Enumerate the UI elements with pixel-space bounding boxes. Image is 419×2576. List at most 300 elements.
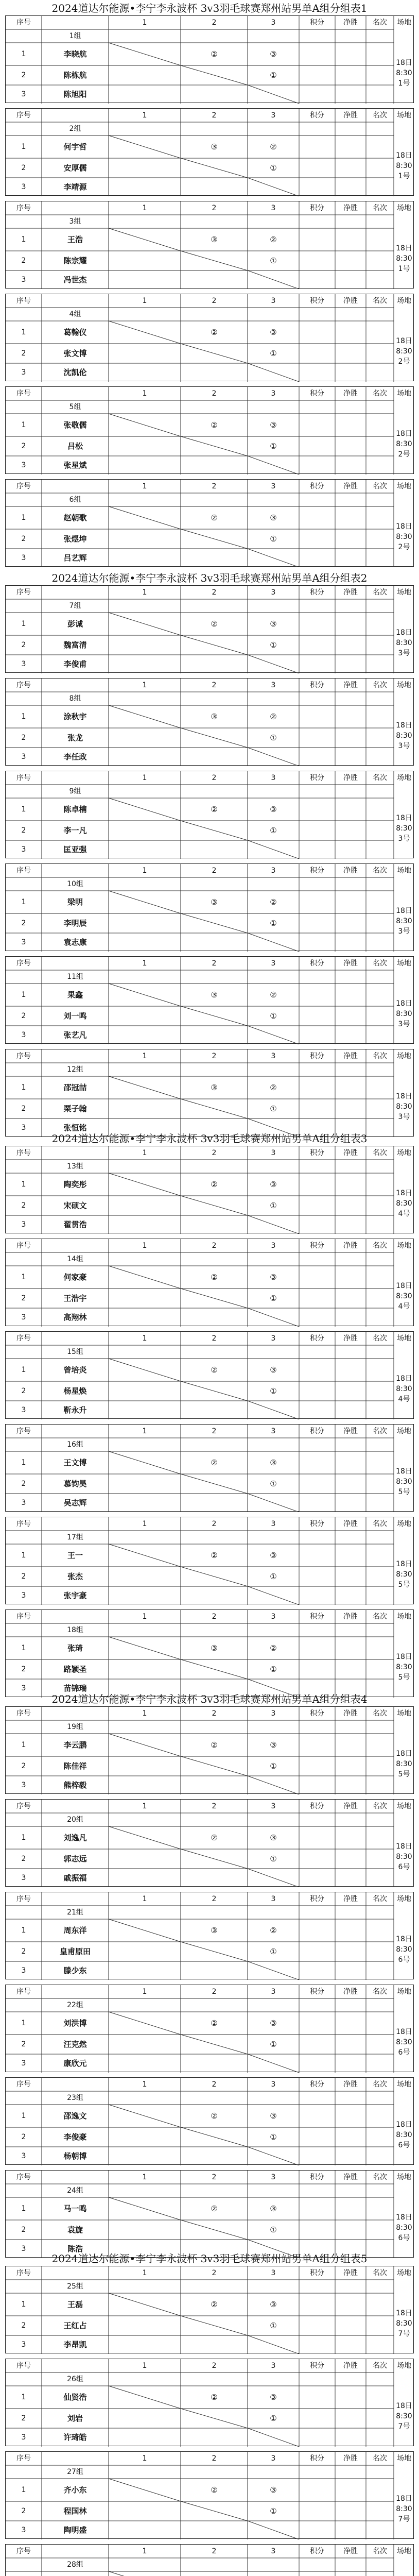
player-seq: 3 [21,753,26,761]
player-seq: 1 [21,328,26,336]
diagonal-line [109,1919,181,1942]
header-win: 净胜 [343,204,358,212]
match-date: 18日 [396,2402,412,2410]
diagonal-line [248,1215,299,1234]
match-order-mark: ① [270,1572,277,1581]
header-win: 净胜 [343,959,358,968]
group-label: 18组 [67,1626,83,1634]
court-number: 1号 [398,265,410,273]
player-name: 齐小东 [63,2485,87,2495]
header-rank: 名次 [373,959,387,968]
header-seq: 序号 [16,389,31,398]
diagonal-line [181,158,248,178]
venue-info [394,1076,414,1137]
player-name: 皇甫原田 [59,1947,91,1956]
player-seq: 1 [21,2019,26,2027]
player-seq: 1 [21,2300,26,2309]
header-rank: 名次 [373,389,387,398]
header-col-3: 3 [271,1052,276,1060]
group-label: 25组 [67,2282,83,2291]
header-win: 净胜 [343,2080,358,2089]
header-seq: 序号 [16,2269,31,2277]
header-points: 积分 [310,204,324,212]
player-seq: 1 [21,1644,26,1652]
court-number: 5号 [398,1581,410,1589]
header-win: 净胜 [343,2173,358,2181]
match-order-mark: ① [270,163,277,173]
player-name: 李俊豪 [63,2132,87,2142]
match-date: 18日 [396,1750,412,1758]
header-col-1: 1 [142,867,147,875]
match-date: 18日 [396,522,412,531]
header-seq: 序号 [16,1802,31,1810]
match-order-mark: ③ [270,619,277,629]
header-col-2: 2 [212,2362,217,2370]
header-rank: 名次 [373,1613,387,1621]
match-order-mark: ② [211,1740,218,1750]
match-order-mark: ③ [211,1083,218,1092]
header-points: 积分 [310,774,324,782]
header-win: 净胜 [343,1427,358,1435]
player-name: 李明辰 [63,919,87,928]
player-seq: 2 [21,641,26,649]
match-date: 18日 [396,151,412,160]
diagonal-line [181,1289,248,1308]
venue-info [394,1919,414,1980]
group-label: 22组 [67,2001,83,2009]
player-name: 李一凡 [63,826,87,835]
player-name: 陈宗耀 [63,256,87,265]
court-number: 7号 [398,2330,410,2338]
header-win: 净胜 [343,2269,358,2277]
header-points: 积分 [310,1149,324,1157]
match-time: 8:30 [396,1945,412,1954]
player-name: 王磊 [67,2300,83,2309]
header-rank: 名次 [373,204,387,212]
diagonal-line [109,43,181,65]
court-number: 4号 [398,1210,410,1218]
group-label: 6组 [69,496,81,504]
header-col-1: 1 [142,2362,147,2370]
header-col-2: 2 [212,2454,217,2463]
player-name: 张文博 [63,349,87,358]
venue-info [394,1637,414,1698]
match-order-mark: ① [270,2321,277,2330]
player-name: 杨朝博 [63,2151,87,2161]
venue-info [394,228,414,289]
match-time: 8:30 [396,69,412,77]
header-col-1: 1 [142,2454,147,2463]
header-rank: 名次 [373,1052,387,1060]
header-seq: 序号 [16,297,31,305]
player-name: 杨星焕 [63,1386,87,1396]
match-date: 18日 [396,721,412,730]
match-date: 18日 [396,1842,412,1851]
court-number: 1号 [398,172,410,180]
header-points: 积分 [310,588,324,597]
player-seq: 2 [21,2226,26,2234]
group-label: 2组 [69,125,81,133]
group-table [5,2266,414,2353]
match-date: 18日 [396,2121,412,2129]
player-name: 陈卓楠 [63,805,87,814]
header-col-2: 2 [212,1709,217,1718]
player-seq: 2 [21,1012,26,1020]
player-name: 戚振福 [63,1873,87,1883]
court-number: 2号 [398,543,410,551]
diagonal-line [109,2012,181,2035]
player-name: 靳永升 [63,1405,87,1415]
group-table [5,1609,414,1697]
header-points: 积分 [310,1802,324,1810]
match-date: 18日 [396,430,412,438]
diagonal-line [248,363,299,382]
group-table [5,1424,414,1512]
header-venue: 场地 [397,1709,411,1718]
group-table [5,585,414,673]
header-venue: 场地 [397,111,411,120]
player-seq: 3 [21,2059,26,2067]
player-seq: 3 [21,1313,26,1321]
match-order-mark: ② [211,2204,218,2213]
header-venue: 场地 [397,588,411,597]
header-venue: 场地 [397,2269,411,2277]
player-seq: 1 [21,1083,26,1092]
venue-info [394,891,414,952]
header-col-2: 2 [212,1988,217,1996]
header-venue: 场地 [397,389,411,398]
diagonal-line [248,456,299,474]
player-seq: 2 [21,1201,26,1210]
player-name: 汪克然 [63,2040,87,2049]
header-rank: 名次 [373,2454,387,2463]
header-rank: 名次 [373,1988,387,1996]
match-order-mark: ③ [211,142,218,151]
header-points: 积分 [310,2362,324,2370]
header-col-3: 3 [271,111,276,120]
diagonal-line [181,821,248,840]
match-order-mark: ① [270,1479,277,1488]
match-order-mark: ① [270,2506,277,2516]
header-col-1: 1 [142,2269,147,2277]
header-seq: 序号 [16,774,31,782]
diagonal-line [181,1942,248,1961]
player-seq: 1 [21,50,26,58]
header-col-1: 1 [142,389,147,398]
match-order-mark: ② [211,49,218,59]
match-order-mark: ② [211,1458,218,1467]
match-order-mark [181,2571,248,2576]
player-seq: 2 [21,1762,26,1770]
player-name: 陈佳祥 [63,1761,87,1771]
match-order-mark: ③ [270,2300,277,2309]
header-col-1: 1 [142,1427,147,1435]
diagonal-line [181,1196,248,1215]
section-title: 2024道达尔能源•李宁李永波杯 3v3羽毛球赛郑州站男单A组分组表2 [51,572,368,584]
match-order-mark: ② [211,1365,218,1375]
venue-info [394,1826,414,1887]
player-seq: 1 [21,2486,26,2494]
match-date: 18日 [396,337,412,345]
player-name: 张杰 [67,1572,83,1581]
header-col-2: 2 [212,1149,217,1157]
header-rank: 名次 [373,774,387,782]
diagonal-line [181,1474,248,1494]
group-table [5,386,414,474]
header-venue: 场地 [397,1334,411,1343]
header-rank: 名次 [373,111,387,120]
player-seq: 2 [21,2414,26,2422]
player-name: 王红占 [63,2321,87,2330]
group-table [5,2077,414,2165]
header-win: 净胜 [343,2362,358,2370]
player-seq: 3 [21,938,26,946]
match-date: 18日 [396,1282,412,1290]
player-seq: 3 [21,2341,26,2349]
player-seq: 2 [21,2321,26,2330]
match-order-mark: ① [270,2414,277,2423]
player-name: 仙贤浩 [63,2393,87,2402]
header-venue: 场地 [397,1052,411,1060]
group-table [5,1239,414,1326]
venue-info [394,2386,414,2447]
match-date: 18日 [396,1375,412,1383]
header-rank: 名次 [373,1709,387,1718]
header-win: 净胜 [343,681,358,689]
player-seq: 3 [21,1124,26,1132]
group-table [5,2359,414,2446]
player-seq: 3 [21,2433,26,2442]
header-win: 净胜 [343,867,358,875]
player-seq: 3 [21,461,26,469]
header-col-3: 3 [271,2547,276,2555]
match-time: 8:30 [396,1570,412,1579]
diagonal-line [109,2197,181,2220]
header-col-2: 2 [212,19,217,27]
player-seq: 3 [21,276,26,284]
group-label: 5组 [69,403,81,411]
player-name: 刘岩 [67,2414,83,2423]
diagonal-line [248,1308,299,1327]
match-order-mark: ③ [270,1458,277,1467]
player-name: 慕钧昊 [63,1479,87,1488]
header-venue: 场地 [397,1242,411,1250]
diagonal-line [248,1679,299,1698]
group-label: 28组 [67,2561,83,2569]
header-venue: 场地 [397,959,411,968]
header-venue: 场地 [397,1427,411,1435]
match-time: 8:30 [396,732,412,740]
player-seq: 1 [21,1459,26,1467]
player-name: 张恒铭 [63,1123,87,1132]
player-name: 李晓航 [63,49,87,59]
header-col-2: 2 [212,1427,217,1435]
diagonal-line [109,228,181,251]
match-order-mark: ③ [270,1740,277,1750]
player-seq: 1 [21,143,26,151]
player-name: 翟贯浩 [63,1220,87,1229]
match-order-mark: ② [270,235,277,244]
match-order-mark: ① [270,349,277,358]
header-win: 净胜 [343,1895,358,1903]
court-number: 5号 [398,1673,410,1682]
court-number: 7号 [398,2515,410,2523]
court-number: 3号 [398,1020,410,1028]
group-table [5,2544,414,2576]
header-win: 净胜 [343,1520,358,1528]
diagonal-line [248,1869,299,1887]
player-name: 李任政 [63,752,87,761]
court-number: 6号 [398,1956,410,1964]
diagonal-line [248,840,299,859]
header-col-2: 2 [212,2269,217,2277]
diagonal-line [109,1451,181,1474]
group-label: 27组 [67,2468,83,2476]
header-points: 积分 [310,297,324,305]
header-col-1: 1 [142,588,147,597]
match-order-mark: ① [270,1104,277,1113]
header-col-2: 2 [212,204,217,212]
header-rank: 名次 [373,482,387,490]
match-order-mark: ③ [270,2393,277,2402]
venue-info [394,798,414,859]
diagonal-line [248,1401,299,1419]
player-name [42,2571,109,2576]
group-table [5,771,414,858]
match-time: 8:30 [396,533,412,541]
diagonal-line [109,2105,181,2127]
diagonal-line [181,2316,248,2335]
diagonal-line [248,1118,299,1137]
header-venue: 场地 [397,1895,411,1903]
court-number: 3号 [398,649,410,657]
match-order-mark: ② [211,1833,218,1842]
player-seq: 1 [21,1551,26,1560]
group-table [5,1331,414,1419]
player-seq: 3 [21,1591,26,1600]
diagonal-line [109,891,181,913]
diagonal-line [181,436,248,456]
diagonal-line [109,2571,181,2576]
match-order-mark: ② [211,420,218,430]
diagonal-line [248,2335,299,2354]
player-name: 彭诚 [67,619,83,629]
group-table [5,2170,414,2258]
player-seq: 1 [21,2205,26,2213]
match-time: 8:30 [396,440,412,448]
diagonal-line [248,933,299,952]
player-seq: 1 [21,2393,26,2401]
group-label: 17组 [67,1533,83,1541]
group-label: 23组 [67,2094,83,2102]
player-name: 陈旭阳 [63,90,87,99]
player-name: 赵朝歌 [63,513,87,522]
header-col-3: 3 [271,1709,276,1718]
match-date: 18日 [396,59,412,67]
header-seq: 序号 [16,1895,31,1903]
header-points: 积分 [310,111,324,120]
venue-info [394,613,414,673]
header-col-1: 1 [142,1709,147,1718]
header-seq: 序号 [16,1242,31,1250]
header-win: 净胜 [343,297,358,305]
match-order-mark: ① [270,826,277,835]
header-col-1: 1 [142,1520,147,1528]
match-order-mark: ② [211,805,218,814]
header-points: 积分 [310,1613,324,1621]
header-col-1: 1 [142,1802,147,1810]
player-seq: 3 [21,660,26,668]
header-col-3: 3 [271,1149,276,1157]
header-points: 积分 [310,2547,324,2555]
match-order-mark: ③ [211,235,218,244]
player-name: 沈凯伦 [63,368,87,377]
header-points: 积分 [310,2269,324,2277]
header-col-3: 3 [271,1520,276,1528]
diagonal-line [248,655,299,673]
header-col-1: 1 [142,2173,147,2181]
match-time: 8:30 [396,1199,412,1208]
diagonal-line [109,1173,181,1196]
player-seq: 1 [21,421,26,429]
group-table [5,108,414,196]
match-order-mark: ② [270,142,277,151]
match-order-mark: ② [211,2300,218,2309]
court-number: 4号 [398,1302,410,1311]
header-col-3: 3 [271,389,276,398]
match-date: 18日 [396,999,412,1008]
group-table [5,956,414,1044]
match-time: 8:30 [396,1760,412,1768]
match-order-mark: ③ [270,49,277,59]
header-rank: 名次 [373,19,387,27]
header-rank: 名次 [373,2269,387,2277]
match-order-mark: ② [211,1551,218,1560]
diagonal-line [181,2501,248,2521]
player-seq: 3 [21,1499,26,1507]
header-win: 净胜 [343,1334,358,1343]
venue-info [394,705,414,766]
diagonal-line [181,251,248,270]
match-time: 8:30 [396,1292,412,1300]
player-name: 程国林 [63,2506,87,2516]
header-col-3: 3 [271,1427,276,1435]
diagonal-line [181,2127,248,2147]
diagonal-line [248,1961,299,1980]
player-name: 安厚儒 [63,163,87,173]
match-order-mark: ② [270,712,277,721]
group-label: 4组 [69,310,81,318]
player-seq: 3 [21,368,26,377]
diagonal-line [109,984,181,1006]
header-col-3: 3 [271,1895,276,1903]
player-name: 张琦 [67,1643,83,1653]
header-points: 积分 [310,1895,324,1903]
match-order-mark: ② [211,2019,218,2028]
header-col-3: 3 [271,2173,276,2181]
header-col-2: 2 [212,1613,217,1621]
header-col-2: 2 [212,482,217,490]
player-name: 许琦皓 [63,2433,87,2442]
header-venue: 场地 [397,297,411,305]
court-number: 1号 [398,79,410,88]
match-date: 18日 [396,1092,412,1100]
header-col-2: 2 [212,1052,217,1060]
header-col-3: 3 [271,2080,276,2089]
header-seq: 序号 [16,2173,31,2181]
match-order-mark: ① [270,1011,277,1021]
header-seq: 序号 [16,1520,31,1528]
